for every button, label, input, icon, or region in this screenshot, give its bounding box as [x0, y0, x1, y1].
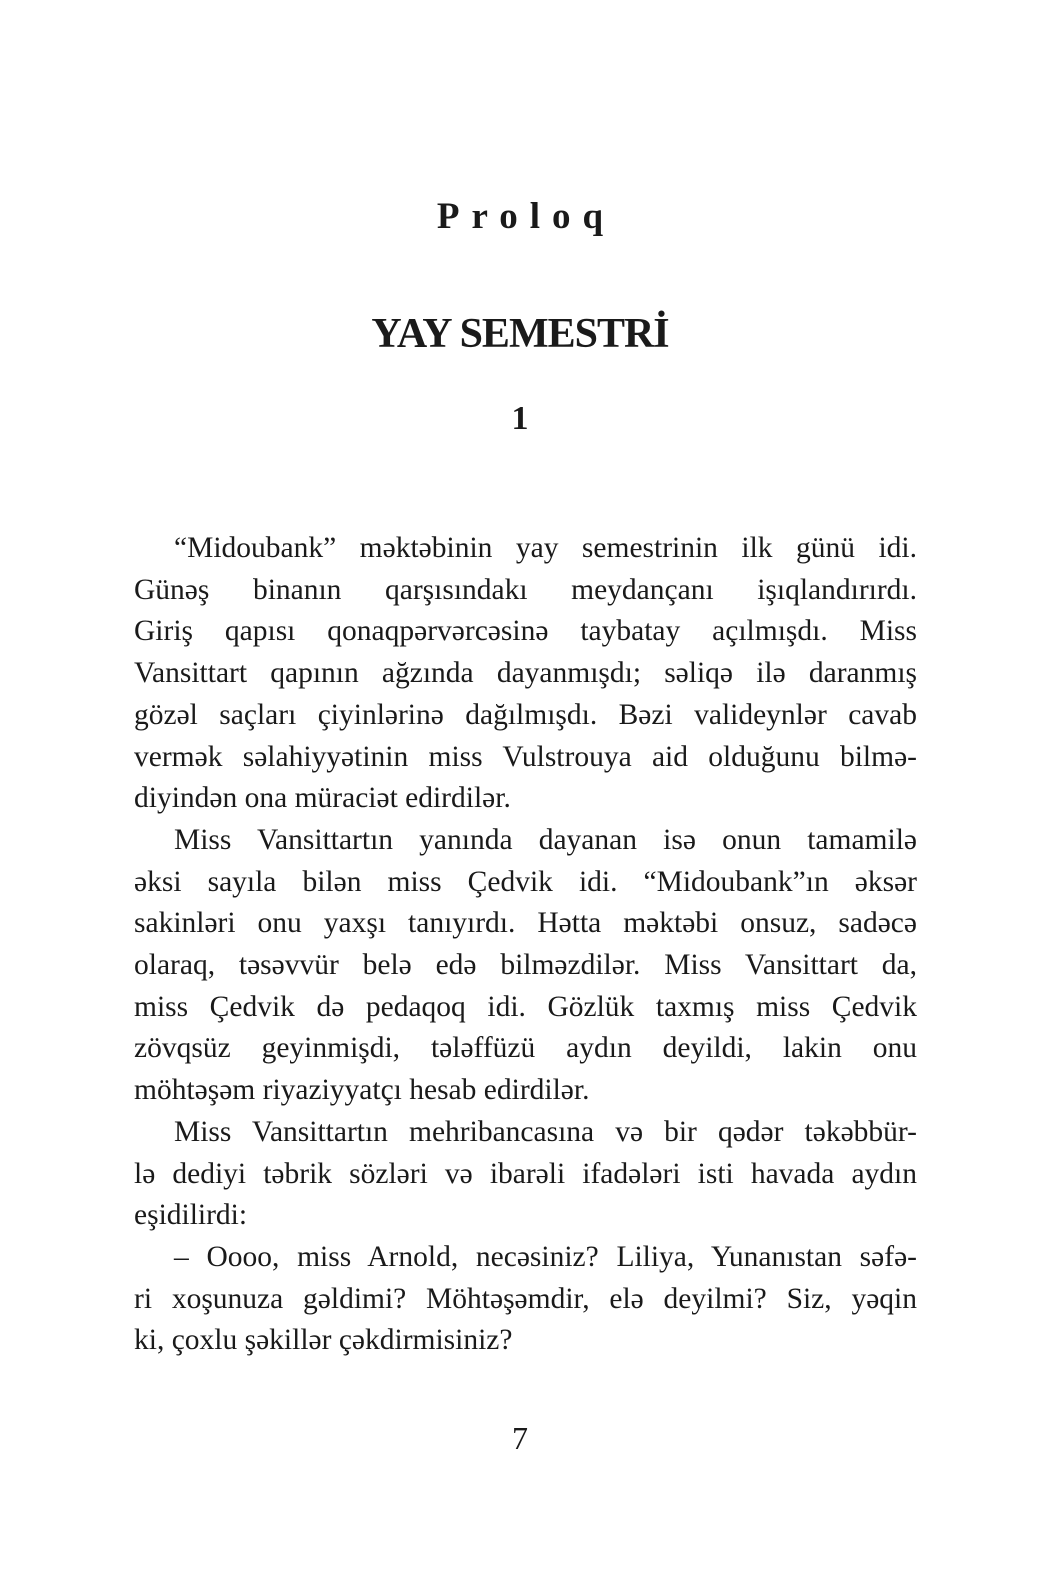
text-line: “Midoubank” məktəbinin yay semestrinin ilk günü idi.: [174, 532, 917, 564]
text-line: möhtəşəm riyaziyyatçı hesab edirdilər.: [134, 1074, 590, 1107]
chapter-title: YAY SEMESTRİ: [371, 311, 669, 357]
prolog-heading: Proloq: [436, 196, 616, 237]
text-line: – Oooo, miss Arnold, necəsiniz? Liliya, Yunanıstan səfə-: [174, 1240, 917, 1273]
text-line: gözəl saçları çiyinlərinə dağılmışdı. Bəzi valideynlər cavab: [134, 698, 917, 731]
text-line: ri xoşunuza gəldimi? Möhtəşəmdir, elə deyilmi? Siz, yəqin: [134, 1282, 917, 1315]
chapter-number: 1: [511, 400, 529, 437]
text-line: Miss Vansittartın yanında dayanan isə onun tamamilə: [174, 823, 917, 856]
text-line: Günəş binanın qarşısındakı meydançanı işıqlandırırdı.: [134, 573, 917, 606]
text-line: Miss Vansittartın mehribancasına və bir qədər təkəbbür-: [174, 1115, 917, 1148]
text-line: Vansittart qapının ağzında dayanmışdı; səliqə ilə daranmış: [134, 657, 917, 690]
body-text: [134, 528, 917, 1362]
text-line: ki, çoxlu şəkillər çəkdirmisiniz?: [134, 1324, 513, 1357]
text-line: vermək səlahiyyətinin miss Vulstrouya aid olduğunu bilmə-: [134, 740, 917, 773]
text-line: miss Çedvik də pedaqoq idi. Gözlük taxmış miss Çedvik: [134, 990, 917, 1023]
text-line: olaraq, təsəvvür belə edə bilməzdilər. Miss Vansittart da,: [134, 949, 917, 982]
text-line: lə dediyi təbrik sözləri və ibarəli ifadələri isti havada aydın: [134, 1157, 917, 1190]
text-line: diyindən ona müraciət edirdilər.: [134, 782, 511, 815]
page-number: 7: [512, 1420, 528, 1456]
text-line: sakinləri onu yaxşı tanıyırdı. Hətta məktəbi onsuz, sadəcə: [134, 907, 917, 940]
text-line: zövqsüz geyinmişdi, tələffüzü aydın deyildi, lakin onu: [134, 1032, 917, 1065]
text-line: əksi sayıla bilən miss Çedvik idi. “Midoubank”ın əksər: [134, 865, 917, 898]
text-line: eşidilirdi:: [134, 1199, 248, 1232]
text-line: Giriş qapısı qonaqpərvərcəsinə taybatay açılmışdı. Miss: [134, 615, 917, 648]
